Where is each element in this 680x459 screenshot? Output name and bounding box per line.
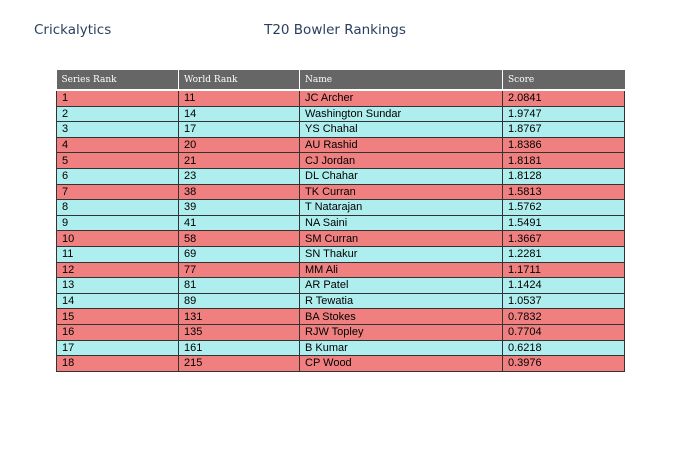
cell-world-rank: 17: [179, 122, 300, 138]
cell-name: AR Patel: [300, 278, 503, 294]
cell-series-rank: 5: [57, 153, 179, 169]
table-row: [57, 137, 625, 153]
cell-score: 0.6218: [503, 340, 625, 356]
cell-name: AU Rashid: [300, 137, 503, 153]
column-header-score: Score: [503, 70, 625, 90]
cell-name: CP Wood: [300, 356, 503, 372]
cell-world-rank: 39: [179, 200, 300, 216]
table-row: [57, 231, 625, 247]
cell-world-rank: 58: [179, 231, 300, 247]
cell-world-rank: 215: [179, 356, 300, 372]
cell-world-rank: 23: [179, 168, 300, 184]
table-row: [57, 356, 625, 372]
cell-series-rank: 4: [57, 137, 179, 153]
cell-name: NA Saini: [300, 215, 503, 231]
column-header-world-rank: World Rank: [179, 70, 300, 90]
cell-world-rank: 20: [179, 137, 300, 153]
cell-score: 1.8128: [503, 168, 625, 184]
cell-series-rank: 12: [57, 262, 179, 278]
cell-series-rank: 2: [57, 106, 179, 122]
table-row: [57, 184, 625, 200]
table-row: [57, 278, 625, 294]
cell-world-rank: 21: [179, 153, 300, 169]
table-row: [57, 215, 625, 231]
cell-world-rank: 135: [179, 324, 300, 340]
cell-score: 1.8181: [503, 153, 625, 169]
cell-score: 1.1424: [503, 278, 625, 294]
table-row: [57, 90, 625, 106]
cell-name: YS Chahal: [300, 122, 503, 138]
cell-world-rank: 38: [179, 184, 300, 200]
cell-score: 1.1711: [503, 262, 625, 278]
table-header-row: [57, 70, 625, 90]
cell-series-rank: 17: [57, 340, 179, 356]
table-row: [57, 309, 625, 325]
column-header-series-rank: Series Rank: [57, 70, 179, 90]
cell-name: DL Chahar: [300, 168, 503, 184]
table-row: [57, 262, 625, 278]
table-row: [57, 168, 625, 184]
column-header-name: Name: [300, 70, 503, 90]
cell-series-rank: 11: [57, 246, 179, 262]
table-row: [57, 246, 625, 262]
rankings-table-container: [56, 70, 624, 372]
table-row: [57, 293, 625, 309]
table-row: [57, 200, 625, 216]
table-row: [57, 122, 625, 138]
cell-series-rank: 18: [57, 356, 179, 372]
cell-name: SM Curran: [300, 231, 503, 247]
cell-series-rank: 15: [57, 309, 179, 325]
cell-world-rank: 77: [179, 262, 300, 278]
cell-name: T Natarajan: [300, 200, 503, 216]
table-row: [57, 106, 625, 122]
cell-name: BA Stokes: [300, 309, 503, 325]
table-body: [57, 90, 625, 371]
cell-name: R Tewatia: [300, 293, 503, 309]
cell-world-rank: 131: [179, 309, 300, 325]
chart-title: T20 Bowler Rankings: [264, 22, 406, 38]
cell-score: 1.5762: [503, 200, 625, 216]
cell-world-rank: 14: [179, 106, 300, 122]
table-header: [57, 70, 625, 90]
cell-score: 1.0537: [503, 293, 625, 309]
cell-name: MM Ali: [300, 262, 503, 278]
cell-name: CJ Jordan: [300, 153, 503, 169]
cell-series-rank: 16: [57, 324, 179, 340]
cell-world-rank: 89: [179, 293, 300, 309]
cell-series-rank: 7: [57, 184, 179, 200]
table-row: [57, 340, 625, 356]
cell-name: Washington Sundar: [300, 106, 503, 122]
cell-score: 0.3976: [503, 356, 625, 372]
cell-world-rank: 11: [179, 90, 300, 106]
rankings-table: [56, 70, 625, 372]
cell-score: 1.8767: [503, 122, 625, 138]
cell-score: 0.7704: [503, 324, 625, 340]
table-row: [57, 324, 625, 340]
cell-world-rank: 41: [179, 215, 300, 231]
cell-series-rank: 6: [57, 168, 179, 184]
cell-series-rank: 10: [57, 231, 179, 247]
cell-name: SN Thakur: [300, 246, 503, 262]
cell-series-rank: 8: [57, 200, 179, 216]
cell-score: 1.5491: [503, 215, 625, 231]
cell-score: 0.7832: [503, 309, 625, 325]
cell-series-rank: 14: [57, 293, 179, 309]
cell-world-rank: 161: [179, 340, 300, 356]
cell-score: 1.8386: [503, 137, 625, 153]
cell-world-rank: 69: [179, 246, 300, 262]
cell-name: RJW Topley: [300, 324, 503, 340]
cell-score: 1.5813: [503, 184, 625, 200]
brand-name: Crickalytics: [34, 22, 112, 38]
cell-score: 2.0841: [503, 90, 625, 106]
cell-score: 1.9747: [503, 106, 625, 122]
cell-score: 1.3667: [503, 231, 625, 247]
table-row: [57, 153, 625, 169]
cell-series-rank: 9: [57, 215, 179, 231]
cell-world-rank: 81: [179, 278, 300, 294]
cell-name: B Kumar: [300, 340, 503, 356]
cell-series-rank: 1: [57, 90, 179, 106]
cell-series-rank: 13: [57, 278, 179, 294]
cell-name: JC Archer: [300, 90, 503, 106]
cell-series-rank: 3: [57, 122, 179, 138]
cell-score: 1.2281: [503, 246, 625, 262]
cell-name: TK Curran: [300, 184, 503, 200]
